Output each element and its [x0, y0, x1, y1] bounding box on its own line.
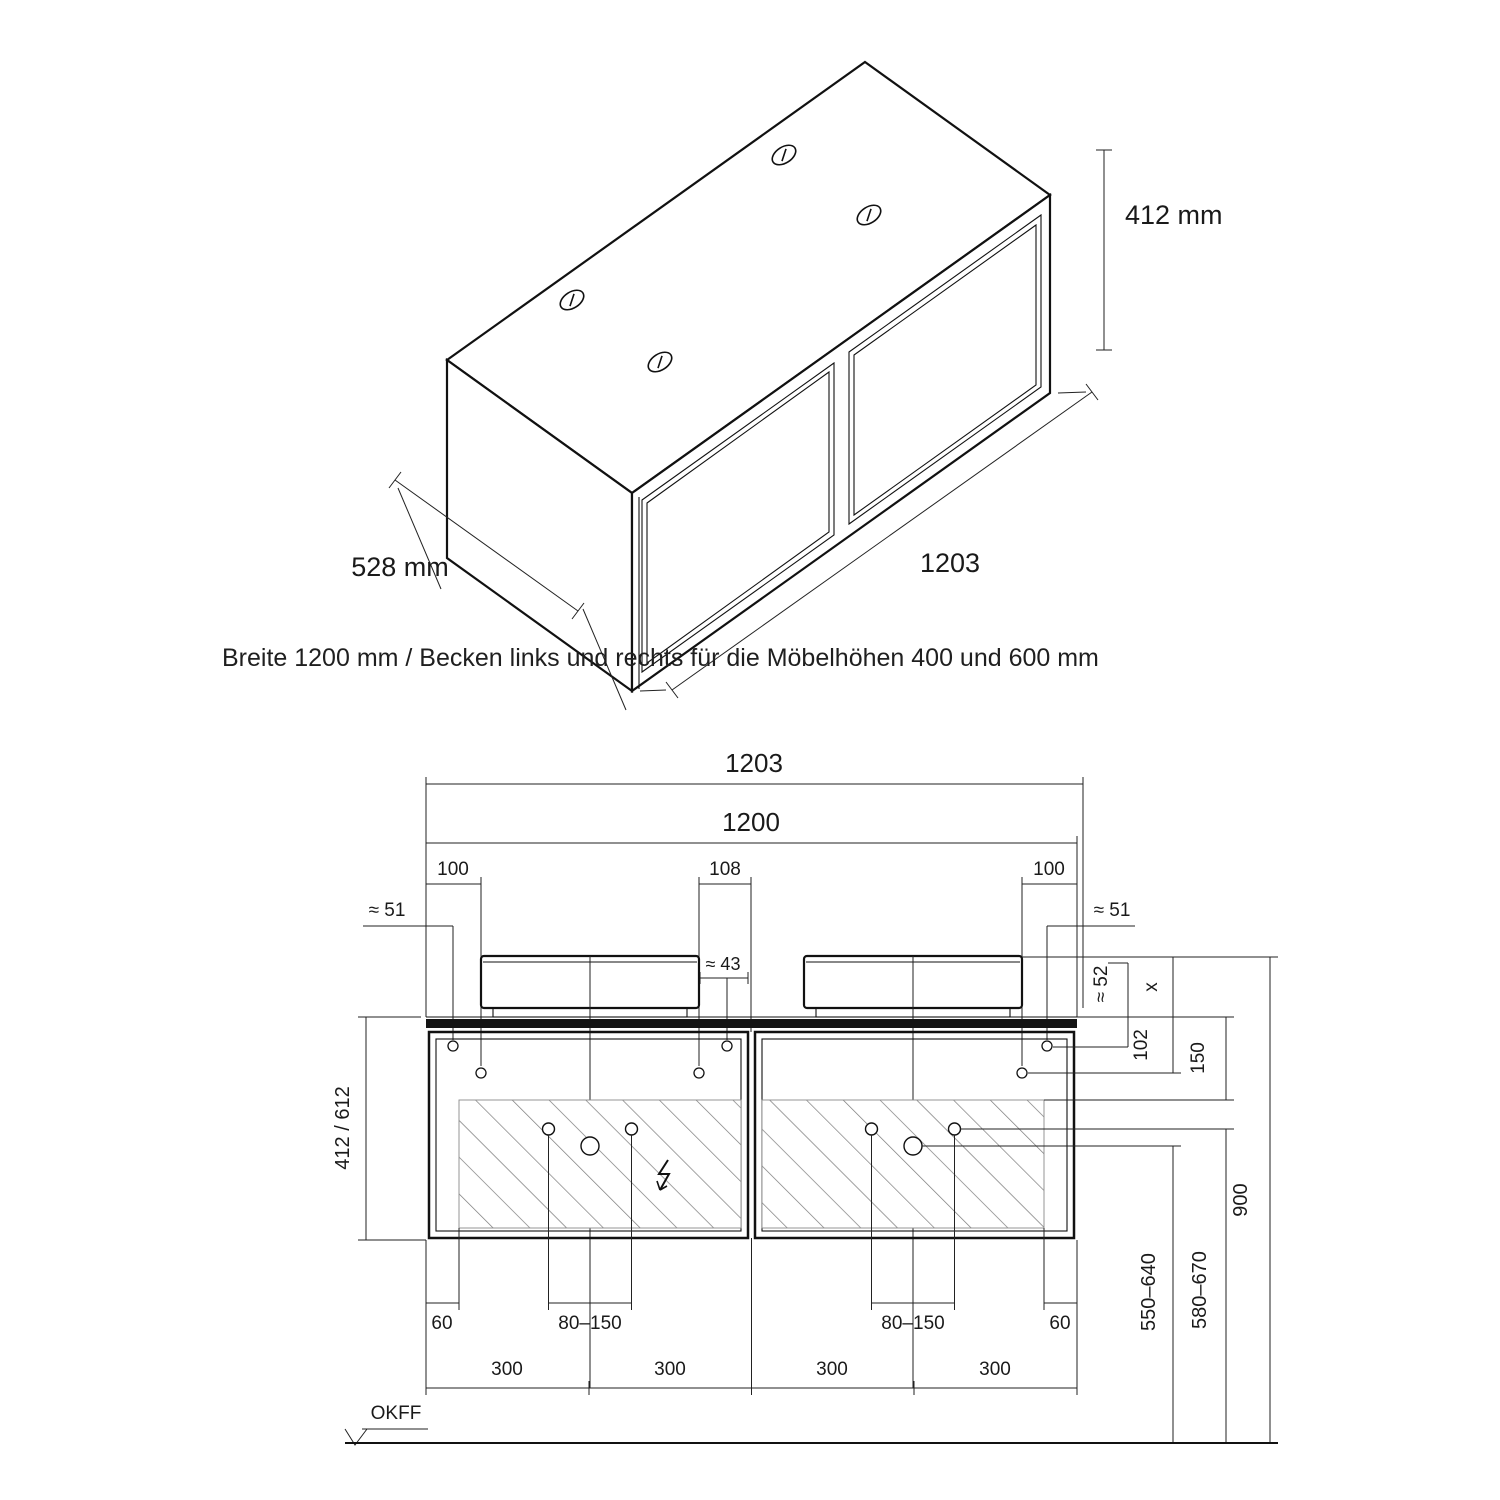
front-view: [332, 748, 1278, 1445]
dim-basin-height: x: [1141, 982, 1162, 992]
iso-height-label: 412 mm: [1125, 200, 1223, 230]
dim-approx-basin: ≈ 43: [705, 954, 741, 974]
dim-supply-left: 80–150: [558, 1313, 622, 1334]
dim-approx-left: ≈ 51: [368, 900, 406, 921]
dim-range-trap: 580–670: [1189, 1251, 1211, 1329]
dim-total-width: 1203: [725, 748, 783, 778]
iso-view: [351, 62, 1222, 710]
dim-sixty-left: 60: [431, 1313, 453, 1334]
dim-offset-left: 100: [437, 859, 469, 880]
dim-supply-right: 80–150: [881, 1313, 945, 1334]
dim-grid-3: 300: [816, 1359, 848, 1380]
dim-offset-right: 100: [1033, 859, 1065, 880]
iso-depth-label: 528 mm: [351, 552, 449, 582]
dim-grid-1: 300: [491, 1359, 523, 1380]
hatch-right: [762, 1100, 1044, 1228]
dim-body-width: 1200: [722, 807, 780, 837]
iso-cabinet-body: [447, 62, 1050, 691]
hatch-left: [459, 1100, 741, 1228]
dim-grid-4: 300: [979, 1359, 1011, 1380]
dim-range-drain: 550–640: [1138, 1253, 1160, 1331]
dim-102: 102: [1131, 1029, 1152, 1061]
mounting-holes: [448, 1041, 1052, 1078]
front-top-dimensions: [363, 748, 1135, 1066]
dim-offset-center: 108: [709, 859, 741, 880]
dim-sixty-right: 60: [1049, 1313, 1071, 1334]
floor-label: OKFF: [370, 1403, 422, 1424]
dim-approx-inner-right: ≈ 52: [1091, 965, 1112, 1003]
dim-approx-right: ≈ 51: [1093, 900, 1131, 921]
front-right-dimensions: [1022, 957, 1278, 1443]
caption-text: Breite 1200 mm / Becken links und rechts für die Möbelhöhen 400 und 600 mm: [222, 644, 1099, 672]
dim-150: 150: [1188, 1042, 1209, 1074]
iso-width-label: 1203: [919, 548, 981, 578]
installation-zones: [459, 1100, 1044, 1228]
dim-grid-2: 300: [654, 1359, 686, 1380]
dim-900: 900: [1230, 1183, 1252, 1217]
dim-cabinet-height: 412 / 612: [332, 1086, 354, 1170]
front-left-dimension: [332, 1017, 426, 1240]
floor-reference: [345, 1403, 1278, 1445]
